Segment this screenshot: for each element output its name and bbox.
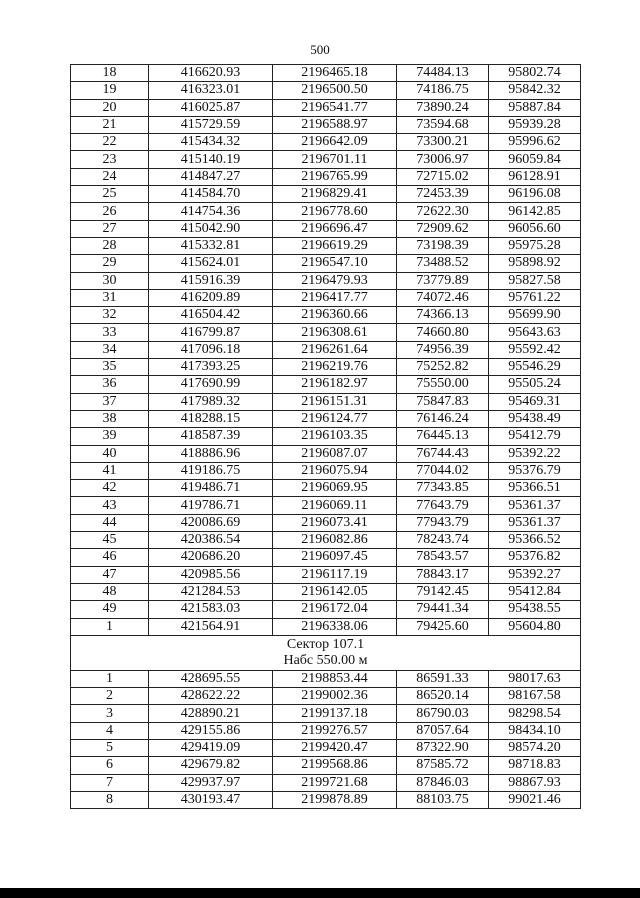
table-cell: 420386.54 (149, 532, 273, 549)
table-cell: 2196541.77 (273, 99, 397, 116)
table-cell: 421284.53 (149, 583, 273, 600)
table-row (71, 237, 581, 254)
table-cell: 95996.62 (489, 134, 581, 151)
table-cell: 79441.34 (397, 601, 489, 618)
table-cell: 38 (71, 410, 149, 427)
table-cell: 96128.91 (489, 168, 581, 185)
table-row (71, 739, 581, 756)
table-cell: 74366.13 (397, 307, 489, 324)
table-cell: 74660.80 (397, 324, 489, 341)
table-cell: 98718.83 (489, 757, 581, 774)
table-cell: 34 (71, 341, 149, 358)
table-row (71, 566, 581, 583)
table-cell: 78543.57 (397, 549, 489, 566)
table-cell: 87322.90 (397, 739, 489, 756)
table-cell: 415624.01 (149, 255, 273, 272)
table-cell: 20 (71, 99, 149, 116)
table-cell: 415332.81 (149, 237, 273, 254)
table-row (71, 462, 581, 479)
table-cell: 414847.27 (149, 168, 273, 185)
table-cell: 420686.20 (149, 549, 273, 566)
table-cell: 76146.24 (397, 410, 489, 427)
table-cell: 2196547.10 (273, 255, 397, 272)
table-cell: 416209.89 (149, 289, 273, 306)
table-cell: 86591.33 (397, 670, 489, 687)
table-cell: 39 (71, 428, 149, 445)
table-cell: 418587.39 (149, 428, 273, 445)
table-cell: 95592.42 (489, 341, 581, 358)
table-cell: 41 (71, 462, 149, 479)
table-cell: 2199878.89 (273, 791, 397, 808)
table-cell: 79425.60 (397, 618, 489, 635)
table-cell: 46 (71, 549, 149, 566)
table-cell: 2196069.11 (273, 497, 397, 514)
table-row (71, 410, 581, 427)
table-cell: 95939.28 (489, 116, 581, 133)
table-cell: 77943.79 (397, 514, 489, 531)
table-cell: 415042.90 (149, 220, 273, 237)
table-cell: 37 (71, 393, 149, 410)
table-cell: 95505.24 (489, 376, 581, 393)
table-row (71, 688, 581, 705)
table-cell: 2196151.31 (273, 393, 397, 410)
table-cell: 2196097.45 (273, 549, 397, 566)
table-cell: 2196619.29 (273, 237, 397, 254)
table-cell: 40 (71, 445, 149, 462)
table-row (71, 65, 581, 82)
table-cell: 33 (71, 324, 149, 341)
table-cell: 77343.85 (397, 480, 489, 497)
table-cell: 48 (71, 583, 149, 600)
table-cell: 417096.18 (149, 341, 273, 358)
table-cell: 2196073.41 (273, 514, 397, 531)
table-cell: 418288.15 (149, 410, 273, 427)
table-cell: 2196082.86 (273, 532, 397, 549)
page-number: 500 (310, 42, 330, 57)
table-cell: 95643.63 (489, 324, 581, 341)
table-cell: 95361.37 (489, 514, 581, 531)
table-row (71, 757, 581, 774)
table-cell: 2196308.61 (273, 324, 397, 341)
table-cell: 2196829.41 (273, 186, 397, 203)
table-cell: 95412.79 (489, 428, 581, 445)
table-cell: 429419.09 (149, 739, 273, 756)
table-cell: 95392.27 (489, 566, 581, 583)
table-cell: 2199002.36 (273, 688, 397, 705)
table-cell: 2198853.44 (273, 670, 397, 687)
table-cell: 43 (71, 497, 149, 514)
table-row (71, 289, 581, 306)
table-cell: 2196142.05 (273, 583, 397, 600)
table-cell: 76445.13 (397, 428, 489, 445)
table-row (71, 618, 581, 635)
table-cell: 95802.74 (489, 65, 581, 82)
table-cell: 78843.17 (397, 566, 489, 583)
table-cell: 25 (71, 186, 149, 203)
table-cell: 98167.58 (489, 688, 581, 705)
table-cell: 72909.62 (397, 220, 489, 237)
table-cell: 72622.30 (397, 203, 489, 220)
table-row (71, 151, 581, 168)
table-cell: 2196479.93 (273, 272, 397, 289)
table-cell: 23 (71, 151, 149, 168)
table-cell: 2196087.07 (273, 445, 397, 462)
table-row (71, 497, 581, 514)
table-cell: 98867.93 (489, 774, 581, 791)
table-cell: 95469.31 (489, 393, 581, 410)
table-cell: 49 (71, 601, 149, 618)
table-cell: 96196.08 (489, 186, 581, 203)
table-cell: 95761.22 (489, 289, 581, 306)
table-cell: 96056.60 (489, 220, 581, 237)
table-cell: 419186.75 (149, 462, 273, 479)
table-row (71, 532, 581, 549)
table-cell: 2196765.99 (273, 168, 397, 185)
table-cell: 73300.21 (397, 134, 489, 151)
table-cell: 95827.58 (489, 272, 581, 289)
table-cell: 30 (71, 272, 149, 289)
table-cell: 45 (71, 532, 149, 549)
table-cell: 73779.89 (397, 272, 489, 289)
table-cell: 99021.46 (489, 791, 581, 808)
table-cell: 2196338.06 (273, 618, 397, 635)
table-cell: 79142.45 (397, 583, 489, 600)
coordinates-table (70, 64, 581, 809)
table-cell: 2196172.04 (273, 601, 397, 618)
table-cell: 2196701.11 (273, 151, 397, 168)
table-cell: 428695.55 (149, 670, 273, 687)
table-cell: 74484.13 (397, 65, 489, 82)
table-cell: 2196117.19 (273, 566, 397, 583)
table-row (71, 307, 581, 324)
table-cell: 95366.51 (489, 480, 581, 497)
table-cell: 416504.42 (149, 307, 273, 324)
table-row (71, 376, 581, 393)
table-cell: 21 (71, 116, 149, 133)
section-height-label: Набс 550.00 м (283, 652, 368, 668)
table-cell: 95376.82 (489, 549, 581, 566)
table-cell: 28 (71, 237, 149, 254)
table-cell: 74072.46 (397, 289, 489, 306)
table-cell: 95361.37 (489, 497, 581, 514)
table-cell: 415434.32 (149, 134, 273, 151)
table-row (71, 393, 581, 410)
table-cell: 74956.39 (397, 341, 489, 358)
table-row (71, 791, 581, 808)
table-cell: 4 (71, 722, 149, 739)
table-cell: 86790.03 (397, 705, 489, 722)
table-cell: 29 (71, 255, 149, 272)
table-cell: 415916.39 (149, 272, 273, 289)
scan-bottom-edge (0, 888, 640, 898)
table-cell: 417393.25 (149, 359, 273, 376)
table-cell: 414754.36 (149, 203, 273, 220)
table-cell: 72715.02 (397, 168, 489, 185)
table-cell: 6 (71, 757, 149, 774)
table-cell: 430193.47 (149, 791, 273, 808)
table-cell: 31 (71, 289, 149, 306)
table-row (71, 99, 581, 116)
table-cell: 2199276.57 (273, 722, 397, 739)
table-row (71, 255, 581, 272)
table-cell: 419786.71 (149, 497, 273, 514)
table-cell: 3 (71, 705, 149, 722)
table-cell: 2196219.76 (273, 359, 397, 376)
table-cell: 2196465.18 (273, 65, 397, 82)
table-cell: 98298.54 (489, 705, 581, 722)
table-cell: 95887.84 (489, 99, 581, 116)
table-cell: 2196069.95 (273, 480, 397, 497)
table-cell: 95546.29 (489, 359, 581, 376)
table-cell: 2196360.66 (273, 307, 397, 324)
table-row (71, 428, 581, 445)
table-cell: 73890.24 (397, 99, 489, 116)
table-cell: 95842.32 (489, 82, 581, 99)
table-cell: 417989.32 (149, 393, 273, 410)
table-cell: 19 (71, 82, 149, 99)
table-row (71, 670, 581, 687)
table-cell: 8 (71, 791, 149, 808)
table-cell: 87057.64 (397, 722, 489, 739)
table-cell: 35 (71, 359, 149, 376)
table-cell: 421583.03 (149, 601, 273, 618)
table-cell: 74186.75 (397, 82, 489, 99)
table-cell: 420985.56 (149, 566, 273, 583)
table-cell: 98574.20 (489, 739, 581, 756)
table-cell: 44 (71, 514, 149, 531)
table-cell: 429679.82 (149, 757, 273, 774)
table-row (71, 549, 581, 566)
table-cell: 95376.79 (489, 462, 581, 479)
table-cell: 22 (71, 134, 149, 151)
table-cell: 2196778.60 (273, 203, 397, 220)
table-cell: 78243.74 (397, 532, 489, 549)
table-cell: 95604.80 (489, 618, 581, 635)
table-cell: 415729.59 (149, 116, 273, 133)
table-cell: 1 (71, 618, 149, 635)
table-cell: 5 (71, 739, 149, 756)
table-cell: 73594.68 (397, 116, 489, 133)
table-cell: 416799.87 (149, 324, 273, 341)
table-cell: 98434.10 (489, 722, 581, 739)
table-cell: 2196417.77 (273, 289, 397, 306)
table-cell: 2199137.18 (273, 705, 397, 722)
table-row (71, 116, 581, 133)
table-row (71, 601, 581, 618)
table-row (71, 774, 581, 791)
table-cell: 418886.96 (149, 445, 273, 462)
table-cell: 36 (71, 376, 149, 393)
table-cell: 47 (71, 566, 149, 583)
table-row (71, 445, 581, 462)
table-cell: 416620.93 (149, 65, 273, 82)
table-cell: 87846.03 (397, 774, 489, 791)
table-cell: 416025.87 (149, 99, 273, 116)
table-cell: 2 (71, 688, 149, 705)
table-cell: 95392.22 (489, 445, 581, 462)
table-cell: 2196182.97 (273, 376, 397, 393)
table-cell: 2199420.47 (273, 739, 397, 756)
table-cell: 414584.70 (149, 186, 273, 203)
table-row (71, 480, 581, 497)
table-cell: 77044.02 (397, 462, 489, 479)
table-row (71, 220, 581, 237)
table-cell: 72453.39 (397, 186, 489, 203)
table-row (71, 203, 581, 220)
table-row (71, 324, 581, 341)
table-cell: 87585.72 (397, 757, 489, 774)
table-row (71, 186, 581, 203)
table-cell: 26 (71, 203, 149, 220)
table-cell: 2196696.47 (273, 220, 397, 237)
table-cell: 420086.69 (149, 514, 273, 531)
table-cell: 95975.28 (489, 237, 581, 254)
table-cell: 88103.75 (397, 791, 489, 808)
table-cell: 32 (71, 307, 149, 324)
section-title: Сектор 107.1 (286, 636, 365, 652)
table-cell: 429937.97 (149, 774, 273, 791)
table-row (71, 359, 581, 376)
table-cell: 77643.79 (397, 497, 489, 514)
table-cell: 2196261.64 (273, 341, 397, 358)
table-row (71, 168, 581, 185)
table-row (71, 722, 581, 739)
table-cell: 428890.21 (149, 705, 273, 722)
table-row (71, 272, 581, 289)
table-cell: 86520.14 (397, 688, 489, 705)
table-cell: 42 (71, 480, 149, 497)
table-cell: 2196642.09 (273, 134, 397, 151)
table-cell: 2196075.94 (273, 462, 397, 479)
table-cell: 421564.91 (149, 618, 273, 635)
table-cell: 96142.85 (489, 203, 581, 220)
section-row (71, 635, 581, 670)
table-cell: 1 (71, 670, 149, 687)
table-cell: 419486.71 (149, 480, 273, 497)
table-cell: 2196124.77 (273, 410, 397, 427)
table-cell: 2199568.86 (273, 757, 397, 774)
table-cell: 7 (71, 774, 149, 791)
section-header (71, 635, 581, 670)
table-cell: 73198.39 (397, 237, 489, 254)
table-cell: 95366.52 (489, 532, 581, 549)
table-row (71, 705, 581, 722)
table-cell: 96059.84 (489, 151, 581, 168)
table-cell: 27 (71, 220, 149, 237)
table-cell: 75550.00 (397, 376, 489, 393)
table-row (71, 82, 581, 99)
coordinates-table-body-part1 (71, 65, 581, 636)
coordinates-table-body-part2 (71, 670, 581, 808)
table-cell: 95412.84 (489, 583, 581, 600)
table-cell: 75252.82 (397, 359, 489, 376)
section-cell (71, 635, 581, 670)
table-row (71, 341, 581, 358)
table-cell: 95438.55 (489, 601, 581, 618)
table-row (71, 514, 581, 531)
table-cell: 2196500.50 (273, 82, 397, 99)
table-cell: 24 (71, 168, 149, 185)
table-cell: 417690.99 (149, 376, 273, 393)
table-cell: 75847.83 (397, 393, 489, 410)
table-cell: 18 (71, 65, 149, 82)
table-cell: 2199721.68 (273, 774, 397, 791)
table-cell: 73006.97 (397, 151, 489, 168)
table-cell: 429155.86 (149, 722, 273, 739)
table-cell: 73488.52 (397, 255, 489, 272)
table-cell: 2196588.97 (273, 116, 397, 133)
table-cell: 95438.49 (489, 410, 581, 427)
table-cell: 416323.01 (149, 82, 273, 99)
table-cell: 428622.22 (149, 688, 273, 705)
table-cell: 98017.63 (489, 670, 581, 687)
table-cell: 95699.90 (489, 307, 581, 324)
table-row (71, 134, 581, 151)
table-cell: 76744.43 (397, 445, 489, 462)
table-row (71, 583, 581, 600)
table-cell: 95898.92 (489, 255, 581, 272)
table-cell: 2196103.35 (273, 428, 397, 445)
table-cell: 415140.19 (149, 151, 273, 168)
